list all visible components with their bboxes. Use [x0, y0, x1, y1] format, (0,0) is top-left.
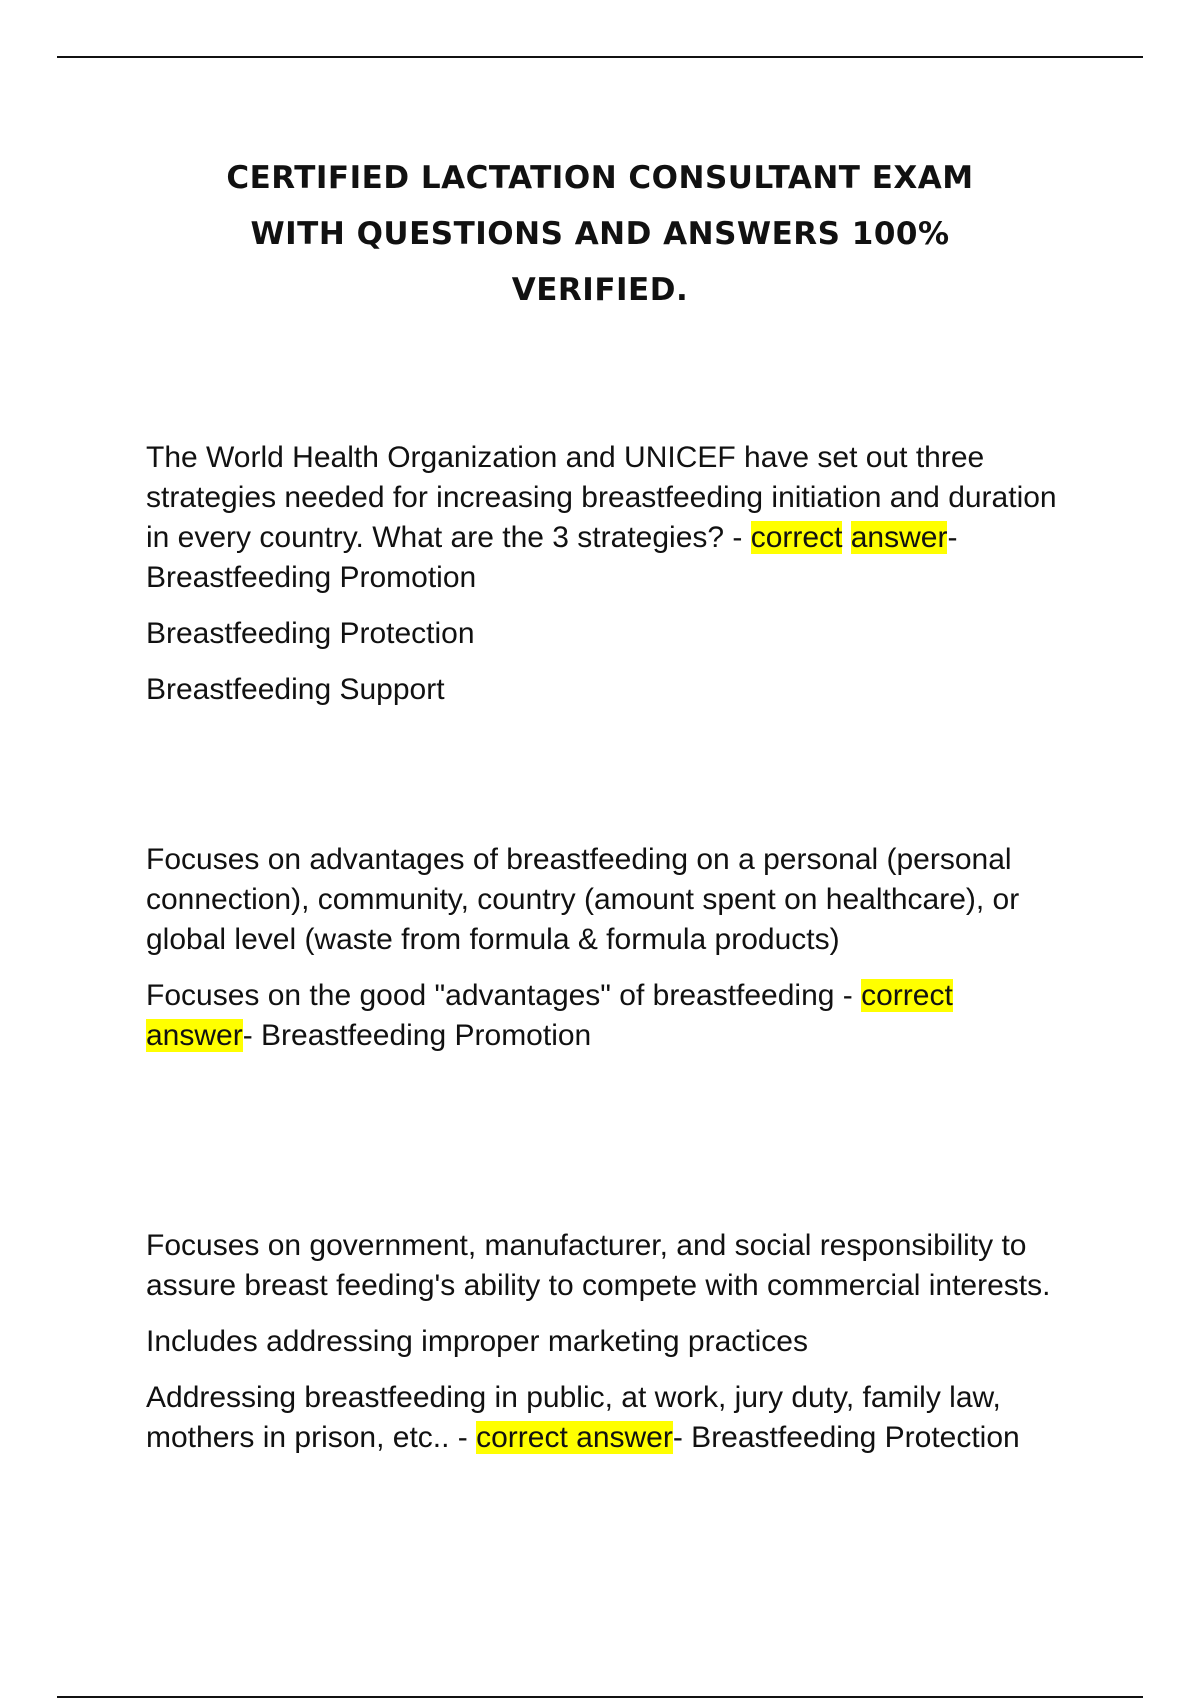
title-line: VERIFIED. [511, 272, 689, 308]
question-text: Addressing breastfeeding in public, at work, jury duty, family law, mothers in prison, etc.. - [146, 1381, 1001, 1454]
title-line: CERTIFIED LACTATION CONSULTANT EXAM [226, 160, 974, 196]
question-text: The World Health Organization and UNICEF have set out three strategies needed for increasing breastfeeding initiation and duration in every country. What are the 3 strategies? - [146, 441, 1057, 554]
answer-line: Breastfeeding Support [146, 673, 445, 706]
question-paragraph [146, 1378, 1066, 1458]
answer-marker: answer [146, 1019, 243, 1052]
answer-marker: correct [861, 979, 953, 1012]
question-paragraph [146, 976, 1066, 1056]
top-rule [57, 56, 1143, 58]
answer-line: Breastfeeding Protection [146, 617, 475, 650]
qa-block-strategies [146, 438, 1066, 726]
question-paragraph: Includes addressing improper marketing practices [146, 1325, 808, 1358]
title-line: WITH QUESTIONS AND ANSWERS 100% [250, 216, 950, 252]
answer-marker: correct [750, 521, 843, 554]
question-paragraph [146, 438, 1066, 598]
qa-block-protection [146, 1226, 1066, 1474]
question-text: Focuses on the good "advantages" of breastfeeding - [146, 979, 862, 1012]
answer-text: - Breastfeeding Promotion [242, 1019, 592, 1052]
answer-marker: answer [850, 521, 948, 554]
answer-marker: correct answer [476, 1421, 673, 1454]
question-paragraph: Focuses on advantages of breastfeeding on a personal (personal connection), community, country (amount spent on healthcare), or global level (waste from formula & formula products) [146, 843, 1020, 956]
bottom-rule [57, 1696, 1143, 1698]
answer-text: - Breastfeeding Promotion [146, 521, 958, 594]
answer-text: - Breastfeeding Protection [672, 1421, 1020, 1454]
qa-block-promotion [146, 840, 1066, 1072]
question-paragraph: Focuses on government, manufacturer, and social responsibility to assure breast feeding's ability to compete with commercial interests. [146, 1229, 1051, 1302]
document-title [100, 150, 1100, 318]
